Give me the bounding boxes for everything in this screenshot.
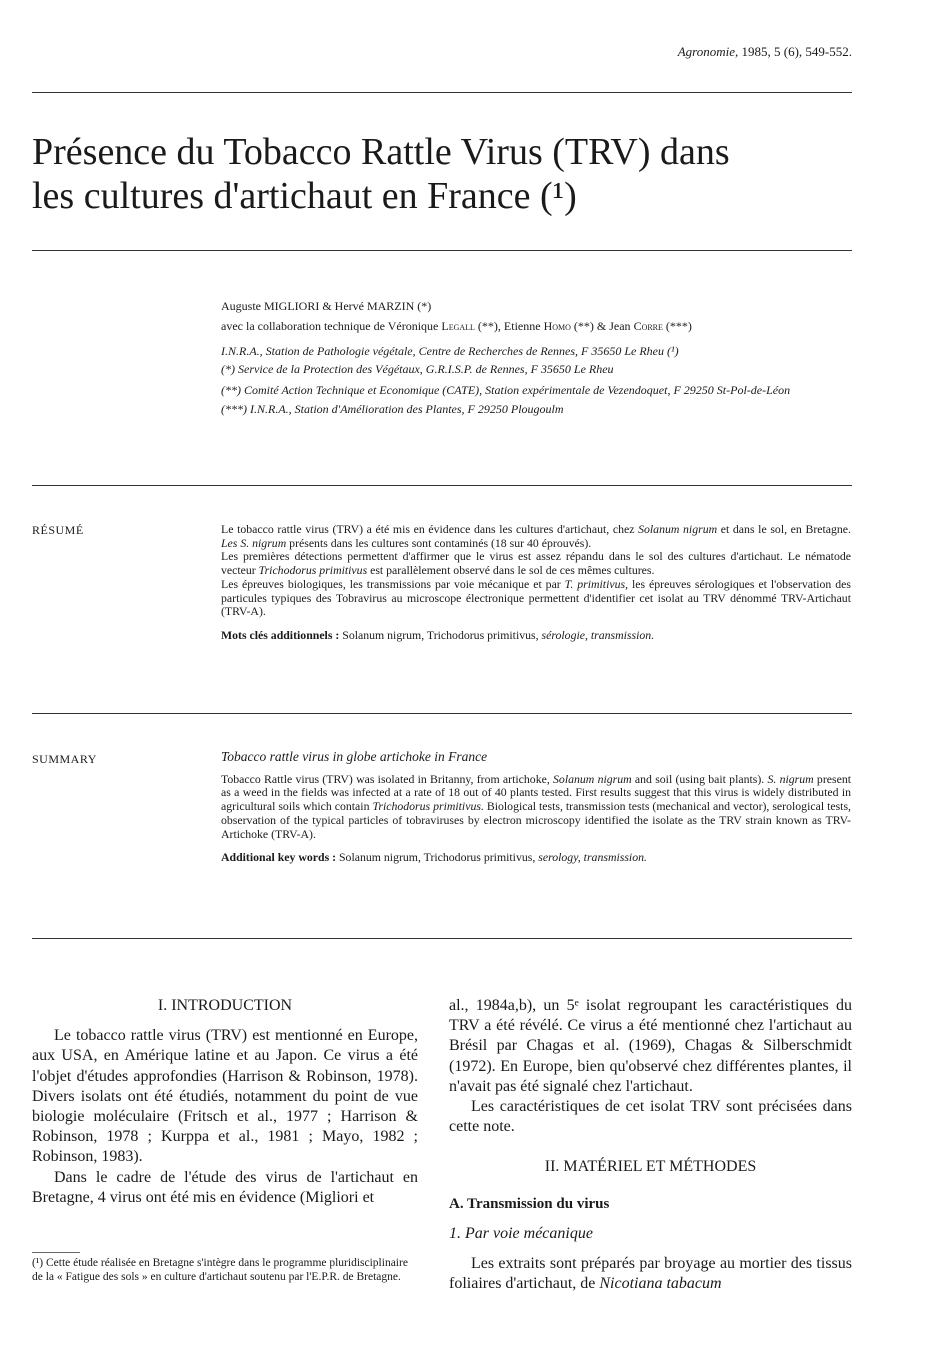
- text: serology, transmission.: [538, 850, 647, 865]
- species: Nicotiana tabacum: [599, 1275, 722, 1293]
- species: Les S. nigrum: [221, 535, 287, 550]
- collaborators: [221, 316, 861, 336]
- journal-volume: 1985, 5 (6), 549-552.: [741, 44, 852, 59]
- text: les épreuves sérologiques et l'observation des particules typiques des Tobravirus au microscope électronique permettent d'identifier cet isolat au TRV dénommé TRV-Artichaut (TRV-A).: [221, 576, 851, 619]
- text: present as a weed in the fields was infected at a rate of 18 out of 40 plants tested. First results suggest that this virus is widely distributed in agricultural soils which contain: [221, 771, 851, 814]
- page-title: [32, 130, 872, 218]
- subsection-a: A. Transmission du virus: [449, 1195, 610, 1212]
- text: Le tobacco rattle virus (TRV) a été mis en évidence dans les cultures d'artichaut, chez: [221, 522, 639, 536]
- text: présents dans les cultures sont contaminés (18 sur 40 éprouvés).: [286, 535, 592, 550]
- footnote: (¹) Cette étude réalisée en Bretagne s'intègre dans le programme pluridisciplinaire de la « Fatigue des sols » en culture d'artichaut soutenu par l'E.P.R. de Bretagne.: [32, 1257, 408, 1283]
- summary-label: SUMMARY: [32, 752, 97, 766]
- collab-end: (***): [662, 319, 692, 333]
- methods-heading: II. MATÉRIEL ET MÉTHODES: [544, 1158, 757, 1176]
- keywords-label: Additional key words :: [221, 850, 337, 865]
- methods-paragraph: [449, 1254, 852, 1294]
- title-line-2: les cultures d'artichaut en France (¹): [32, 175, 577, 217]
- resume-body: [221, 523, 851, 643]
- subsection-1: [449, 1224, 852, 1244]
- author-block: [221, 296, 861, 418]
- species: S. nigrum: [767, 771, 814, 786]
- resume-label: RÉSUMÉ: [32, 523, 84, 537]
- species: Trichodorus primitivus: [258, 563, 368, 578]
- journal-name: Agronomie,: [677, 44, 739, 59]
- text: et dans le sol, en Bretagne.: [717, 522, 851, 536]
- species: T. primitivus,: [564, 576, 629, 591]
- intro-paragraph-1: Le tobacco rattle virus (TRV) est mentionné en Europe, aux USA, en Amérique latine et au Japon. Ce virus a été l'objet d'études approfondies (Harrison & Robinson, 1978). Divers isolats ont été étudiés, notamment du point de vue biologie moléculaire (Fritsch et al., 1977 ; Harrison & Robinson, 1978 ; Kurppa et al., 1981 ; Mayo, 1982 ; Robinson, 1983).: [32, 1027, 418, 1166]
- text: 1. Par voie mécanique: [449, 1224, 593, 1242]
- collab-mid-2: (**) & Jean: [570, 319, 634, 333]
- resume-keywords: [221, 629, 851, 643]
- summary-rule: [32, 938, 852, 939]
- affiliation-3: (**) Comité Action Technique et Economique (CATE), Station expérimentale de Vezendoquet, F 29250 St-Pol-de-Léon: [221, 383, 791, 397]
- text: and soil (using bait plants).: [631, 771, 768, 786]
- collab-prefix: avec la collaboration technique de Véronique: [221, 319, 442, 333]
- resume-paragraph-2: [221, 550, 851, 577]
- resume-rule: [32, 713, 852, 714]
- text: Tobacco rattle virus in globe artichoke in France: [221, 749, 488, 764]
- collab-name-3: Corre: [633, 319, 663, 333]
- right-paragraph-2: Les caractéristiques de cet isolat TRV sont précisées dans cette note.: [449, 1098, 852, 1136]
- text: Solanum nigrum, Trichodorus primitivus,: [336, 850, 539, 865]
- text: Les premières détections permettent d'affirmer que le virus est assez répandu dans le sol des cultures d'artichaut. Le nématode vecteur: [221, 549, 851, 578]
- left-column: [32, 996, 418, 1208]
- affiliation-1: I.N.R.A., Station de Pathologie végétale, Centre de Recherches de Rennes, F 35650 Le Rheu (¹): [221, 344, 679, 358]
- collab-name-1: Legall: [441, 319, 475, 333]
- keywords-label: Mots clés additionnels :: [221, 627, 340, 642]
- text: sérologie, transmission.: [541, 627, 655, 642]
- summary-keywords: [221, 851, 851, 865]
- authors-rule: [32, 485, 852, 486]
- summary-paragraph: [221, 773, 851, 842]
- intro-paragraph-2: Dans le cadre de l'étude des virus de l'artichaut en Bretagne, 4 virus ont été mis en évidence (Migliori et: [32, 1168, 418, 1206]
- text: Solanum nigrum, Trichodorus primitivus,: [339, 627, 542, 642]
- species: Solanum nigrum: [638, 522, 718, 536]
- summary-body: [221, 750, 851, 865]
- footnote-rule: [32, 1252, 80, 1253]
- species: Solanum nigrum: [553, 771, 632, 786]
- collab-name-2: Homo: [543, 319, 571, 333]
- author-names: Auguste MIGLIORI & Hervé MARZIN (*): [221, 299, 432, 313]
- species: Trichodorus primitivus.: [372, 799, 484, 814]
- right-column: [449, 996, 852, 1294]
- journal-citation: [678, 44, 852, 60]
- text: Les extraits sont préparés par broyage au mortier des tissus foliaires d'artichaut, de: [449, 1255, 852, 1293]
- affiliation-4: (***) I.N.R.A., Station d'Amélioration des Plantes, F 29250 Plougoulm: [221, 402, 564, 416]
- text: Les épreuves biologiques, les transmissions par voie mécanique et par: [221, 576, 565, 591]
- title-rule: [32, 250, 852, 251]
- text: Biological tests, transmission tests (mechanical and vector), serological tests, observation of the typical particles of tobraviruses by electron microscopy identified the isolate as the TRV strain known as TRV-Artichoke (TRV-A).: [221, 799, 851, 841]
- summary-title: [221, 750, 851, 764]
- text: est parallèlement observé dans le sol de ces mêmes cultures.: [367, 563, 655, 578]
- resume-paragraph-1: [221, 523, 851, 550]
- affiliation-2: (*) Service de la Protection des Végétaux, G.R.I.S.P. de Rennes, F 35650 Le Rheu: [221, 362, 614, 376]
- intro-heading: I. INTRODUCTION: [157, 997, 293, 1014]
- title-line-1: Présence du Tobacco Rattle Virus (TRV) dans: [32, 131, 730, 173]
- collab-mid-1: (**), Etienne: [474, 319, 544, 333]
- text: Tobacco Rattle virus (TRV) was isolated in Britanny, from artichoke,: [221, 771, 554, 786]
- resume-paragraph-3: [221, 578, 851, 619]
- right-paragraph-1: al., 1984a,b), un 5ᵉ isolat regroupant les caractéristiques du TRV a été révélé. Ce virus a été mentionné chez l'artichaut au Brésil par Chagas et al. (1969), Chagas & Silberschmidt (1972). En Europe, bien qu'observé chez différentes plantes, il n'avait pas été signalé chez l'artichaut.: [449, 997, 852, 1095]
- header-rule: [32, 92, 852, 93]
